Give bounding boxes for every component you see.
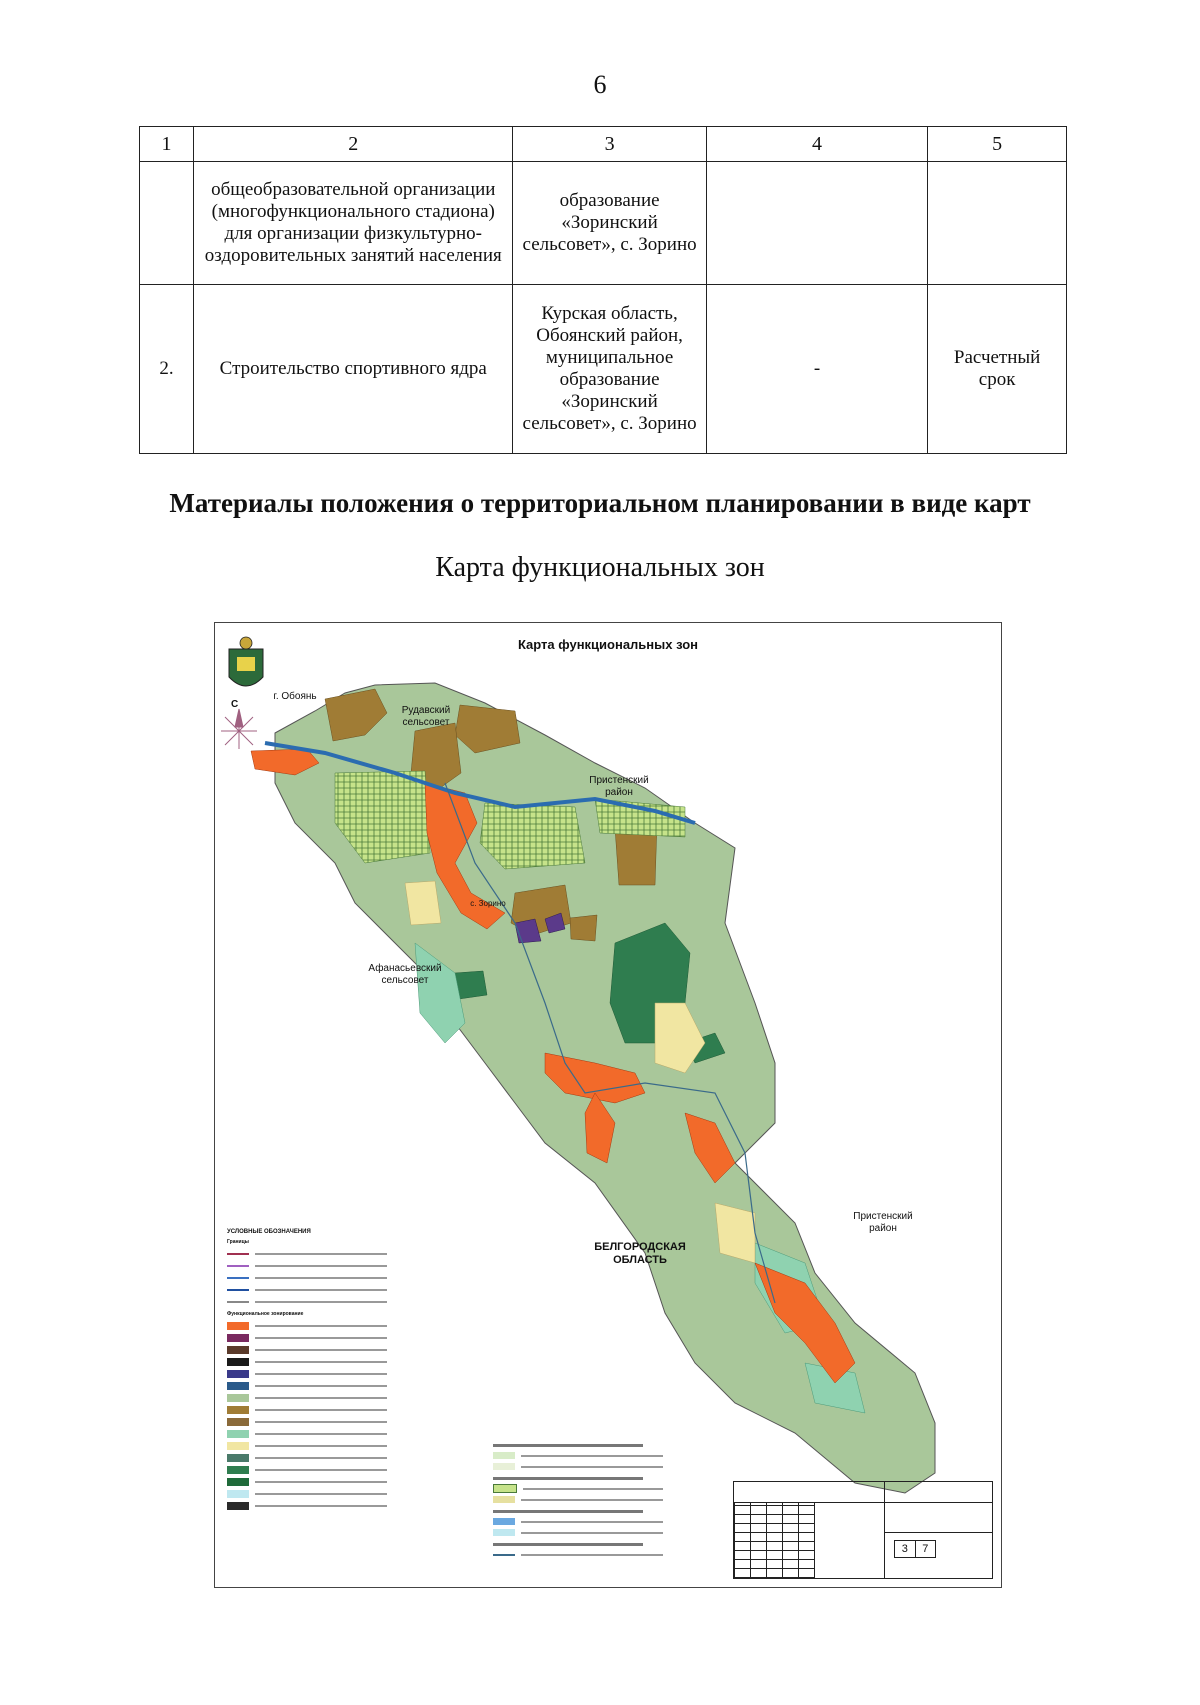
legend-item bbox=[227, 1500, 387, 1512]
label-pristen-bottom: Пристенский район bbox=[853, 1211, 913, 1234]
legend-item bbox=[493, 1483, 663, 1494]
cell-name: общеобразовательной организации (многофункционального стадиона) для организации физкультурно-оздоровительных занятий населения bbox=[194, 162, 513, 285]
cell-location: Курская область, Обоянский район, муниципальное образование «Зоринский сельсовет», с. Зорино bbox=[513, 285, 706, 454]
cell-col4 bbox=[706, 162, 928, 285]
legend-item bbox=[227, 1272, 387, 1284]
page-number: 6 bbox=[593, 70, 607, 99]
legend-item bbox=[493, 1516, 663, 1527]
legend-item bbox=[227, 1464, 387, 1476]
cell-number bbox=[140, 162, 194, 285]
cell-term bbox=[928, 162, 1067, 285]
legend-item bbox=[493, 1549, 663, 1560]
legend-item bbox=[227, 1476, 387, 1488]
legend-borders-heading: Границы bbox=[227, 1239, 249, 1245]
label-rudavsky: Рудавский сельсовет bbox=[401, 705, 451, 728]
label-belgorod: БЕЛГОРОДСКАЯ ОБЛАСТЬ bbox=[594, 1241, 686, 1267]
legend-item bbox=[227, 1368, 387, 1380]
cell-name: Строительство спортивного ядра bbox=[194, 285, 513, 454]
header-cell: 1 bbox=[140, 127, 194, 162]
table-row bbox=[140, 162, 1067, 285]
legend-item bbox=[227, 1404, 387, 1416]
legend-item bbox=[493, 1461, 663, 1472]
legend-item bbox=[227, 1440, 387, 1452]
section-heading: Материалы положения о территориальном планировании в виде карт bbox=[169, 488, 1031, 518]
legend-item bbox=[227, 1416, 387, 1428]
north-arrow-icon bbox=[221, 709, 257, 749]
header-cell: 3 bbox=[513, 127, 706, 162]
cell-col4: - bbox=[706, 285, 928, 454]
requirements-table bbox=[139, 126, 1067, 454]
legend-item bbox=[493, 1494, 663, 1505]
legend-item bbox=[227, 1344, 387, 1356]
title-block-stamp bbox=[733, 1481, 993, 1579]
legend-item bbox=[227, 1260, 387, 1272]
map-title: Карта функциональных зон bbox=[517, 637, 699, 652]
cell-location: образование «Зоринский сельсовет», с. Зорино bbox=[513, 162, 706, 285]
table-row bbox=[140, 285, 1067, 454]
legend-item bbox=[227, 1428, 387, 1440]
legend-item bbox=[227, 1332, 387, 1344]
legend-item bbox=[493, 1527, 663, 1538]
label-pristen-top: Пристенский район bbox=[589, 775, 649, 798]
label-afanasyev: Афанасьевский сельсовет bbox=[368, 963, 442, 986]
cell-number: 2. bbox=[140, 285, 194, 454]
map-subtitle: Карта функциональных зон bbox=[435, 552, 765, 583]
map-legend bbox=[227, 1229, 387, 1512]
legend-item bbox=[227, 1296, 387, 1308]
legend-item bbox=[227, 1380, 387, 1392]
map-legend-secondary bbox=[493, 1439, 663, 1560]
sheet-number: 3 7 bbox=[894, 1540, 936, 1558]
legend-item bbox=[227, 1488, 387, 1500]
table-header-row bbox=[140, 127, 1067, 162]
legend-item bbox=[493, 1450, 663, 1461]
legend-zoning-heading: Функциональное зонирование bbox=[227, 1311, 304, 1317]
legend-item bbox=[227, 1356, 387, 1368]
cell-term: Расчетный срок bbox=[928, 285, 1067, 454]
legend-item bbox=[227, 1392, 387, 1404]
header-cell: 5 bbox=[928, 127, 1067, 162]
legend-title: УСЛОВНЫЕ ОБОЗНАЧЕНИЯ bbox=[227, 1229, 311, 1235]
legend-item bbox=[227, 1284, 387, 1296]
label-zorino: с. Зорино bbox=[470, 899, 506, 908]
header-cell: 4 bbox=[706, 127, 928, 162]
north-label: С bbox=[231, 699, 239, 710]
functional-zones-map bbox=[214, 622, 1002, 1588]
legend-item bbox=[227, 1452, 387, 1464]
header-cell: 2 bbox=[194, 127, 513, 162]
label-oboyan: г. Обоянь bbox=[273, 691, 317, 702]
legend-item bbox=[227, 1248, 387, 1260]
legend-item bbox=[227, 1320, 387, 1332]
